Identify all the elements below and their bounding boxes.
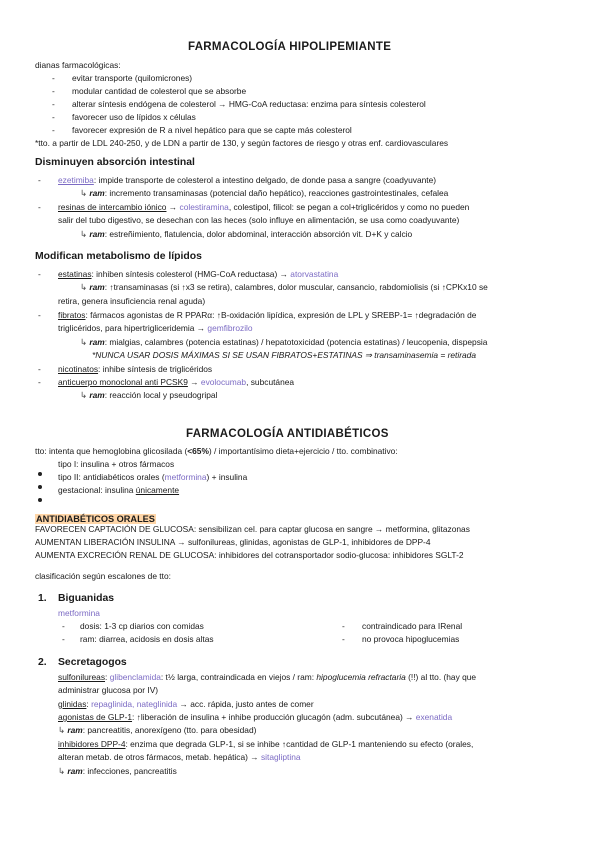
glinidas-drug: repaglinida, nateglinida [91, 699, 178, 709]
estatinas-ram-text-2: retira, genera insuficiencia renal aguda) [58, 296, 206, 306]
sulfonilureas-text-b: (!!) al tto. (hay que [405, 672, 477, 682]
glinidas-text: → acc. rápida, justo antes de comer [177, 699, 314, 709]
bullet-dash: - [62, 634, 65, 644]
resinas-ram-line [80, 229, 412, 240]
resinas-line [58, 202, 469, 213]
metformina-drug: metformina [164, 472, 207, 482]
dianas-intro: dianas farmacológicas: [35, 60, 121, 70]
biguanidas-drug: metformina [58, 608, 100, 618]
ram-text: : estreñimiento, flatulencia, dolor abdominal, interacción absorción vit. D+K y calcio [104, 229, 413, 239]
secretagogos-heading: Secretagogos [58, 657, 127, 668]
biguanidas-left-2: ram: diarrea, acidosis en dosis altas [80, 634, 214, 644]
orales-line-3: AUMENTA EXCRECIÓN RENAL DE GLUCOSA: inhibidores del cotransportador sodio-glucosa: inhibidores SGLT-2 [35, 550, 464, 560]
anticuerpo-line [58, 377, 294, 388]
ram-text: : infecciones, pancreatitis [82, 766, 177, 776]
gestacional-text: gestacional: insulina [58, 485, 136, 495]
hook-arrow-icon: ↳ [80, 282, 88, 292]
fibratos-label: fibratos [58, 310, 86, 320]
dpp4-label: inhibidores DPP-4 [58, 739, 126, 749]
estatinas-text: : inhiben síntesis colesterol (HMG-CoA reductasa) → [91, 269, 288, 279]
ram-label: ram [89, 282, 105, 292]
dianas-dash: - [52, 125, 55, 135]
hook-arrow-icon: ↳ [58, 766, 66, 776]
tipo2-text-b: ) + insulina [206, 472, 248, 482]
ram-text: : incremento transaminasas (potencial daño hepático), reacciones gastrointestinales, cefalea [104, 188, 449, 198]
hook-arrow-icon: ↳ [58, 725, 66, 735]
sulfonilureas-italic: hipoglucemia refractaria [316, 672, 406, 682]
estatinas-label: estatinas [58, 269, 92, 279]
heading-metabolismo: Modifican metabolismo de lípidos [35, 251, 202, 262]
estatinas-line [58, 269, 338, 280]
dpp4-line [58, 739, 473, 750]
title-antidiabeticos: FARMACOLOGÍA ANTIDIABÉTICOS [186, 428, 389, 440]
dianas-item: favorecer expresión de R a nivel hepático para que se capte más colesterol [72, 125, 352, 135]
estatinas-ram-line [80, 282, 488, 293]
bullet-dot-icon [38, 489, 42, 507]
dianas-item: favorecer uso de lípidos x células [72, 112, 196, 122]
fibratos-line-2 [58, 323, 253, 334]
dianas-dash: - [52, 86, 55, 96]
bullet-dash: - [342, 634, 345, 644]
biguanidas-heading: Biguanidas [58, 593, 115, 604]
gestacional-underline: únicamente [135, 485, 180, 495]
ezetimiba-drug: ezetimiba [58, 175, 94, 185]
bullet-dash: - [38, 310, 41, 320]
tipo2-item [58, 472, 247, 483]
anticuerpo-label: anticuerpo monoclonal anti PCSK9 [58, 377, 188, 387]
ezetimiba-ram-line [80, 188, 448, 199]
glp1-text: : ↑liberación de insulina + inhibe producción glucagón (adm. subcutánea) → [132, 712, 414, 722]
dpp4-ram-line [58, 766, 177, 777]
ram-label: ram [89, 229, 105, 239]
arrow-icon: → [168, 202, 178, 212]
dpp4-line-2 [58, 752, 301, 763]
ram-text: : mialgias, calambres (potencia estatinas) / hepatotoxicidad (potencia estatinas) / leucopenia, dispepsia [104, 337, 488, 347]
nicotinatos-line [58, 364, 212, 375]
ezetimiba-line [58, 175, 436, 186]
title-hipolipemiante: FARMACOLOGÍA HIPOLIPEMIANTE [188, 41, 392, 53]
hook-arrow-icon: ↳ [80, 188, 88, 198]
bullet-dash: - [38, 269, 41, 279]
exenatida-drug: exenatida [415, 712, 453, 722]
hook-arrow-icon: ↳ [80, 337, 88, 347]
ram-label: ram [89, 390, 105, 400]
fibratos-text: : fármacos agonistas de R PPARα: ↑B-oxidación lipídica, expresión de LPL y SREBP-1= ↑degradación de [85, 310, 477, 320]
anticuerpo-text: , subcutánea [246, 377, 295, 387]
dianas-item: evitar transporte (quilomicrones) [72, 73, 193, 83]
fibratos-text-2: triglicéridos, para hipertrigliceridemia → [58, 323, 206, 333]
bullet-dash: - [38, 364, 41, 374]
ram-label: ram [67, 725, 83, 735]
glibenclamida-drug: glibenclamida [109, 672, 161, 682]
gemfibrozilo-drug: gemfibrozilo [207, 323, 253, 333]
fibratos-line [58, 310, 476, 321]
glp1-line [58, 712, 452, 723]
arrow-icon: → [190, 377, 199, 387]
heading-absorcion: Disminuyen absorción intestinal [35, 157, 195, 168]
hook-arrow-icon: ↳ [80, 229, 88, 239]
diabetes-intro [35, 446, 398, 457]
tipo1-item: tipo I: insulina + otros fármacos [58, 459, 175, 469]
dianas-note: *tto. a partir de LDL 240-250, y de LDN a partir de 130, y según factores de riesgo y otras enf. cardiovasculares [35, 138, 449, 148]
bullet-dash: - [38, 202, 41, 212]
diabetes-intro-c: ) / importantísimo dieta+ejercicio / tto. combinativo: [208, 446, 398, 456]
bullet-dash: - [38, 175, 41, 185]
ram-text: : ↑transaminasas (si ↑x3 se retira), calambres, dolor muscular, cansancio, rabdomiolisis (si ↑CPKx10 se [104, 282, 488, 292]
orales-heading-text: ANTIDIABÉTICOS ORALES [36, 514, 155, 524]
bullet-dash: - [38, 377, 41, 387]
ram-label: ram [89, 188, 105, 198]
dpp4-text-2: alteran metab. de otros fármacos, metab. hepática) → [58, 752, 259, 762]
orales-line-2: AUMENTAN LIBERACIÓN INSULINA → sulfonilureas, glinidas, agonistas de GLP-1, inhibidores de DPP-4 [35, 537, 431, 547]
orales-line-1: FAVORECEN CAPTACIÓN DE GLUCOSA: sensibilizan cel. para captar glucosa en sangre → metformina, glitazonas [35, 524, 470, 534]
sulfonilureas-line: sulfonilureas: glibenclamida: t½ larga, contraindicada en viejos / ram: hipoglucemia refractaria (!!) al tto. (hay que [58, 672, 477, 682]
ram-label: ram [89, 337, 105, 347]
glp1-ram-line [58, 725, 256, 736]
glp1-label: agonistas de GLP-1 [58, 712, 133, 722]
dianas-item: alterar síntesis endógena de colesterol → HMG-CoA reductasa: enzima para síntesis colesterol [72, 99, 426, 109]
ram-text: : pancreatitis, anorexígeno (tto. para obesidad) [82, 725, 257, 735]
resinas-text: , colestipol, filicol: se pegan a col+triglicéridos y como no pueden [228, 202, 470, 212]
biguanidas-right-1: contraindicado para IRenal [362, 621, 463, 631]
ezetimiba-text: : impide transporte de colesterol a intestino delgado, de donde pasa a sangre (coadyuvante) [93, 175, 437, 185]
resinas-label: resinas de intercambio iónico [58, 202, 167, 212]
fibratos-ram-line [80, 337, 487, 348]
dianas-dash: - [52, 73, 55, 83]
atorvastatina-drug: atorvastatina [290, 269, 339, 279]
bullet-dash: - [342, 621, 345, 631]
dpp4-text: : enzima que degrada GLP-1, si se inhibe ↑cantidad de GLP-1 manteniendo su efecto (orales, [125, 739, 474, 749]
sitagliptina-drug: sitagliptina [260, 752, 301, 762]
resinas-text-2: salir del tubo digestivo, se desechan con las heces (solo influye en alimentación, se usa como coadyuvante) [58, 215, 460, 225]
diabetes-intro-a: tto: intenta que hemoglobina glicosilada ( [35, 446, 188, 456]
biguanidas-left-1: dosis: 1-3 cp diarios con comidas [80, 621, 204, 631]
nicotinatos-label: nicotinatos [58, 364, 99, 374]
biguanidas-number: 1. [38, 593, 47, 604]
sulfonilureas-label: sulfonilureas [58, 672, 106, 682]
ram-label: ram [67, 766, 83, 776]
hook-arrow-icon: ↳ [80, 390, 88, 400]
glinidas-label: glinidas [58, 699, 87, 709]
gestacional-item [58, 485, 179, 496]
evolocumab-drug: evolocumab [200, 377, 247, 387]
sulfonilureas-text-2: administrar glucosa por IV) [58, 685, 159, 695]
dianas-dash: - [52, 99, 55, 109]
clasificacion-text: clasificación según escalones de tto: [35, 571, 171, 581]
nicotinatos-text: : inhibe síntesis de triglicéridos [98, 364, 213, 374]
sulfonilureas-text-a: : t½ larga, contraindicada en viejos / ram: [160, 672, 317, 682]
bullet-dash: - [62, 621, 65, 631]
anticuerpo-ram-line [80, 390, 217, 401]
tipo2-text-a: tipo II: antidiabéticos orales ( [58, 472, 165, 482]
biguanidas-right-2: no provoca hipoglucemias [362, 634, 460, 644]
fibratos-warning: *NUNCA USAR DOSIS MÁXIMAS SI SE USAN FIBRATOS+ESTATINAS ⇒ transaminasemia = retirada [92, 350, 476, 360]
diabetes-intro-b: <65% [187, 446, 209, 456]
ram-text: : reacción local y pseudogripal [104, 390, 218, 400]
secretagogos-number: 2. [38, 657, 47, 668]
glinidas-line: glinidas: repaglinida, nateglinida → acc. rápida, justo antes de comer [58, 699, 314, 709]
dianas-item: modular cantidad de colesterol que se absorbe [72, 86, 247, 96]
dianas-dash: - [52, 112, 55, 122]
colestiramina-drug: colestiramina [179, 202, 229, 212]
